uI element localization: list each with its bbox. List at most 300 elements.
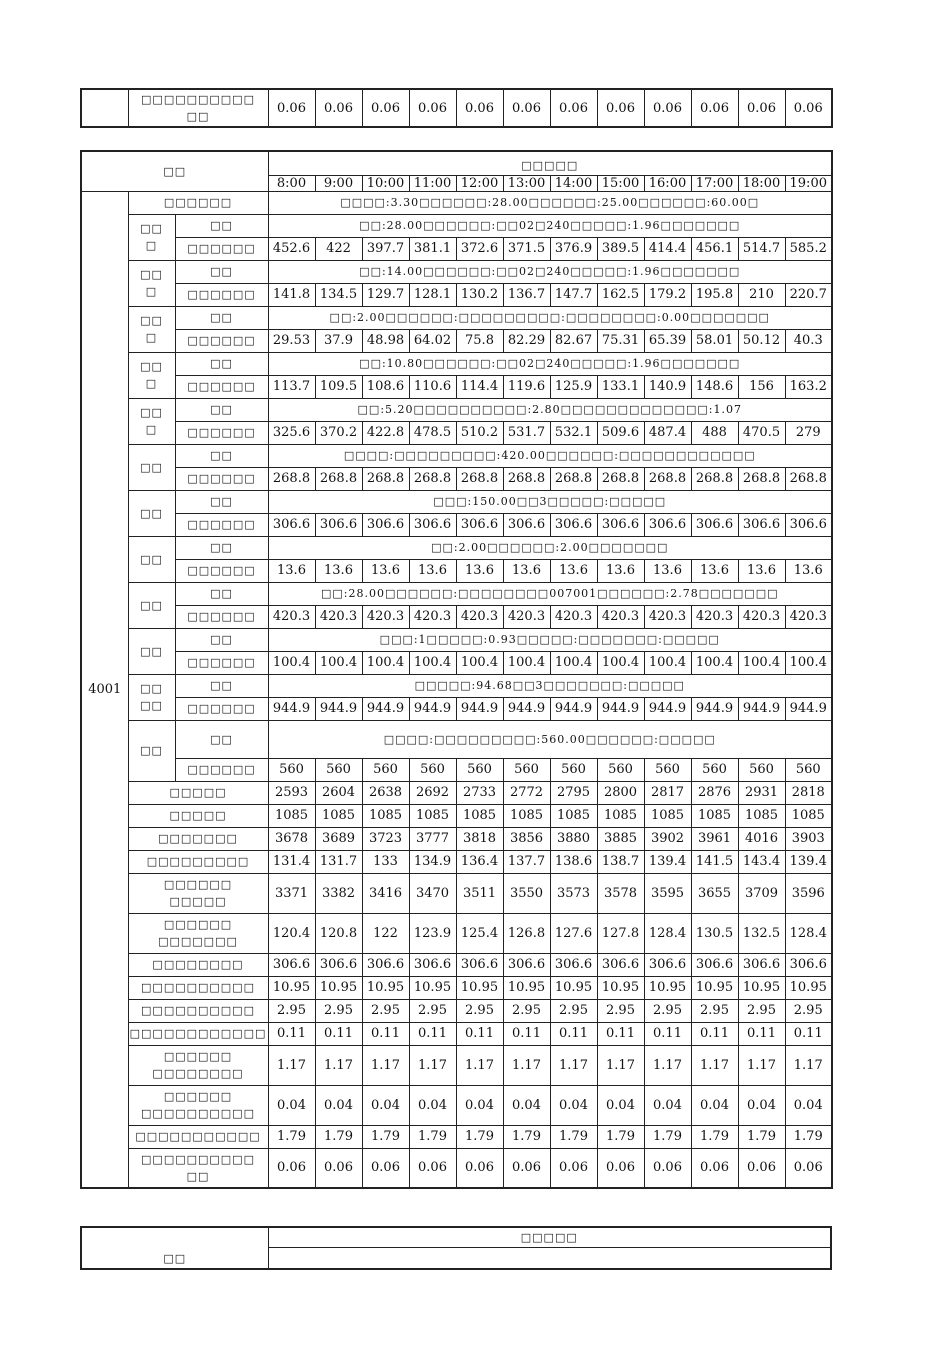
row-label: □□□□□□□□□□ □□ (128, 89, 268, 127)
load-label: □□□□□□ (175, 513, 268, 536)
table-row (81, 283, 832, 306)
value-cell: 487.4 (644, 421, 691, 444)
value-cell: 452.6 (268, 237, 315, 260)
group-name: □□ □ (128, 352, 175, 398)
param-label: □□ (175, 214, 268, 237)
value-cell: 1.17 (362, 1045, 409, 1085)
value-cell: 0.06 (691, 1148, 738, 1188)
value-cell: 0.06 (456, 89, 503, 127)
value-cell: 306.6 (409, 513, 456, 536)
value-cell: 420.3 (738, 605, 785, 628)
load-label: □□□□□□ (175, 651, 268, 674)
time-group-label: □□□□□ (268, 1227, 831, 1247)
value-cell: 1.79 (738, 1125, 785, 1148)
value-cell: 1.17 (503, 1045, 550, 1085)
value-cell: 13.6 (268, 559, 315, 582)
param-label: □□ (175, 628, 268, 651)
hour-header: 8:00 (268, 175, 315, 191)
value-cell: 1.17 (456, 1045, 503, 1085)
group-name: □□ □ (128, 398, 175, 444)
value-cell: 129.7 (362, 283, 409, 306)
value-cell: 133.1 (597, 375, 644, 398)
value-cell: 119.6 (503, 375, 550, 398)
value-cell: 123.9 (409, 913, 456, 953)
value-cell: 3903 (785, 827, 832, 850)
value-cell: 1.79 (362, 1125, 409, 1148)
value-cell: 0.04 (785, 1085, 832, 1125)
param-description: □□□:1□□□□□:0.93□□□□□:□□□□□□□:□□□□□ (268, 628, 832, 651)
value-cell: 0.04 (362, 1085, 409, 1125)
table-row (81, 913, 832, 953)
value-cell: 137.7 (503, 850, 550, 873)
value-cell: 325.6 (268, 421, 315, 444)
value-cell: 130.5 (691, 913, 738, 953)
value-cell: 0.11 (315, 1022, 362, 1045)
value-cell: 944.9 (691, 697, 738, 720)
value-cell: 1.79 (691, 1125, 738, 1148)
value-cell: 0.06 (362, 1148, 409, 1188)
value-cell: 1.17 (691, 1045, 738, 1085)
value-cell: 40.3 (785, 329, 832, 352)
value-cell: 414.4 (644, 237, 691, 260)
value-cell: 48.98 (362, 329, 409, 352)
value-cell: 0.06 (738, 89, 785, 127)
table-row (81, 398, 832, 421)
value-cell: 944.9 (785, 697, 832, 720)
value-cell: 3382 (315, 873, 362, 913)
value-cell: 268.8 (644, 467, 691, 490)
load-label: □□□□□□ (175, 421, 268, 444)
value-cell: 210 (738, 283, 785, 306)
value-cell: 100.4 (644, 651, 691, 674)
summary-label: □□□□□□□□□□ □□ (128, 1148, 268, 1188)
value-cell: 478.5 (409, 421, 456, 444)
value-cell: 10.95 (268, 976, 315, 999)
table-row (81, 329, 832, 352)
value-cell: 0.04 (738, 1085, 785, 1125)
value-cell: 113.7 (268, 375, 315, 398)
value-cell: 2931 (738, 781, 785, 804)
value-cell: 0.06 (550, 89, 597, 127)
table-row (81, 306, 832, 329)
table-row (81, 421, 832, 444)
value-cell: 108.6 (362, 375, 409, 398)
value-cell: 456.1 (691, 237, 738, 260)
value-cell: 0.06 (362, 89, 409, 127)
group-name: □□ □□ (128, 674, 175, 720)
table-row (81, 1227, 831, 1247)
value-cell: 0.06 (268, 89, 315, 127)
hour-header: 19:00 (785, 175, 832, 191)
value-cell: 306.6 (597, 513, 644, 536)
value-cell: 122 (362, 913, 409, 953)
value-cell: 0.04 (597, 1085, 644, 1125)
value-cell: 944.9 (597, 697, 644, 720)
value-cell: 381.1 (409, 237, 456, 260)
value-cell: 10.95 (503, 976, 550, 999)
group-name: □□ (128, 720, 175, 781)
value-cell: 133 (362, 850, 409, 873)
value-cell: 120.8 (315, 913, 362, 953)
value-cell: 148.6 (691, 375, 738, 398)
value-cell: 0.06 (738, 1148, 785, 1188)
value-cell: 110.6 (409, 375, 456, 398)
table-row (81, 999, 832, 1022)
table-row (81, 513, 832, 536)
value-cell: 560 (691, 758, 738, 781)
value-cell: 306.6 (315, 513, 362, 536)
value-cell: 128.1 (409, 283, 456, 306)
value-cell: 128.4 (644, 913, 691, 953)
group-name: □□ (128, 628, 175, 674)
top-fragment-table (80, 88, 833, 128)
value-cell: 268.8 (503, 467, 550, 490)
value-cell: 268.8 (409, 467, 456, 490)
value-cell: 3777 (409, 827, 456, 850)
value-cell: 100.4 (456, 651, 503, 674)
value-cell: 13.6 (691, 559, 738, 582)
value-cell: 306.6 (597, 953, 644, 976)
value-cell: 3723 (362, 827, 409, 850)
value-cell: 130.2 (456, 283, 503, 306)
value-cell: 0.06 (644, 1148, 691, 1188)
value-cell: 3709 (738, 873, 785, 913)
value-cell: 141.5 (691, 850, 738, 873)
value-cell: 0.06 (315, 89, 362, 127)
value-cell: 306.6 (550, 513, 597, 536)
value-cell: 2.95 (503, 999, 550, 1022)
param-label: □□ (175, 260, 268, 283)
value-cell: 306.6 (268, 513, 315, 536)
value-cell: 470.5 (738, 421, 785, 444)
corner-label: □□ (81, 151, 268, 191)
load-label: □□□□□□ (175, 375, 268, 398)
param-label: □□ (175, 674, 268, 697)
value-cell: 2.95 (456, 999, 503, 1022)
value-cell: 306.6 (738, 513, 785, 536)
corner-label: □□ (81, 1227, 268, 1269)
value-cell: 306.6 (550, 953, 597, 976)
value-cell: 306.6 (362, 953, 409, 976)
value-cell: 306.6 (738, 953, 785, 976)
value-cell: 13.6 (785, 559, 832, 582)
value-cell: 2800 (597, 781, 644, 804)
value-cell: 1085 (268, 804, 315, 827)
value-cell: 2638 (362, 781, 409, 804)
value-cell: 139.4 (644, 850, 691, 873)
value-cell: 132.5 (738, 913, 785, 953)
value-cell: 0.11 (409, 1022, 456, 1045)
value-cell: 0.06 (644, 89, 691, 127)
table-row (81, 674, 832, 697)
value-cell: 100.4 (691, 651, 738, 674)
value-cell: 2.95 (738, 999, 785, 1022)
value-cell: 3856 (503, 827, 550, 850)
value-cell: 143.4 (738, 850, 785, 873)
value-cell: 422.8 (362, 421, 409, 444)
table-row (81, 536, 832, 559)
value-cell: 100.4 (503, 651, 550, 674)
summary-label: □□□□□□□□□□ (128, 999, 268, 1022)
value-cell: 13.6 (503, 559, 550, 582)
hour-header: 9:00 (315, 175, 362, 191)
value-cell: 134.9 (409, 850, 456, 873)
table-row (81, 490, 832, 513)
table-row (81, 1148, 832, 1188)
value-cell: 13.6 (738, 559, 785, 582)
value-cell: 2.95 (597, 999, 644, 1022)
value-cell: 268.8 (362, 467, 409, 490)
table-row (81, 953, 832, 976)
value-cell: 1.79 (315, 1125, 362, 1148)
value-cell: 125.4 (456, 913, 503, 953)
value-cell: 128.4 (785, 913, 832, 953)
value-cell: 944.9 (268, 697, 315, 720)
value-cell: 131.4 (268, 850, 315, 873)
value-cell: 100.4 (409, 651, 456, 674)
value-cell: 1.79 (268, 1125, 315, 1148)
hour-header: 13:00 (503, 175, 550, 191)
value-cell: 2.95 (644, 999, 691, 1022)
value-cell: 2795 (550, 781, 597, 804)
value-cell: 560 (785, 758, 832, 781)
value-cell: 370.2 (315, 421, 362, 444)
hour-header: 11:00 (409, 175, 456, 191)
table-row (81, 850, 832, 873)
value-cell: 100.4 (738, 651, 785, 674)
value-cell: 100.4 (315, 651, 362, 674)
hour-header: 14:00 (550, 175, 597, 191)
value-cell: 100.4 (268, 651, 315, 674)
value-cell: 0.04 (268, 1085, 315, 1125)
table-row (81, 605, 832, 628)
hour-header: 18:00 (738, 175, 785, 191)
value-cell: 2818 (785, 781, 832, 804)
value-cell: 3689 (315, 827, 362, 850)
value-cell: 1.17 (409, 1045, 456, 1085)
table-row (81, 1125, 832, 1148)
param-description: □□□□□:94.68□□3□□□□□□□:□□□□□ (268, 674, 832, 697)
value-cell: 10.95 (691, 976, 738, 999)
value-cell: 10.95 (644, 976, 691, 999)
value-cell: 306.6 (268, 953, 315, 976)
value-cell: 10.95 (362, 976, 409, 999)
value-cell: 1085 (738, 804, 785, 827)
value-cell: 0.06 (597, 1148, 644, 1188)
value-cell: 509.6 (597, 421, 644, 444)
load-label: □□□□□□ (175, 467, 268, 490)
row-description: □□□□:3.30□□□□□□:28.00□□□□□□:25.00□□□□□□:60.00□ (268, 191, 832, 214)
value-cell: 306.6 (456, 513, 503, 536)
value-cell: 0.06 (503, 89, 550, 127)
value-cell: 75.8 (456, 329, 503, 352)
value-cell: 0.11 (268, 1022, 315, 1045)
value-cell: 422 (315, 237, 362, 260)
value-cell: 372.6 (456, 237, 503, 260)
summary-label: □□□□□□□□ (128, 953, 268, 976)
table-row (81, 260, 832, 283)
value-cell: 125.9 (550, 375, 597, 398)
group-name: □□ □ (128, 306, 175, 352)
value-cell: 0.04 (456, 1085, 503, 1125)
value-cell: 0.04 (691, 1085, 738, 1125)
value-cell: 420.3 (315, 605, 362, 628)
load-label: □□□□□□ (175, 329, 268, 352)
value-cell: 1.17 (785, 1045, 832, 1085)
table-row (81, 697, 832, 720)
value-cell: 13.6 (315, 559, 362, 582)
value-cell: 420.3 (691, 605, 738, 628)
value-cell: 560 (738, 758, 785, 781)
value-cell: 3678 (268, 827, 315, 850)
value-cell: 3573 (550, 873, 597, 913)
value-cell: 510.2 (456, 421, 503, 444)
table-row (81, 352, 832, 375)
value-cell: 268.8 (785, 467, 832, 490)
value-cell: 560 (456, 758, 503, 781)
value-cell: 3596 (785, 873, 832, 913)
room-id: 4001 (81, 191, 128, 1188)
table-row (81, 651, 832, 674)
value-cell: 109.5 (315, 375, 362, 398)
value-cell: 163.2 (785, 375, 832, 398)
value-cell: 10.95 (785, 976, 832, 999)
table-row (81, 237, 832, 260)
value-cell: 2.95 (268, 999, 315, 1022)
table-row (81, 873, 832, 913)
value-cell: 0.11 (503, 1022, 550, 1045)
value-cell: 0.11 (691, 1022, 738, 1045)
value-cell: 65.39 (644, 329, 691, 352)
value-cell: 944.9 (550, 697, 597, 720)
value-cell: 944.9 (503, 697, 550, 720)
table-row (81, 151, 832, 175)
hour-header: 16:00 (644, 175, 691, 191)
value-cell: 420.3 (785, 605, 832, 628)
value-cell: 306.6 (691, 953, 738, 976)
value-cell: 560 (597, 758, 644, 781)
value-cell: 127.8 (597, 913, 644, 953)
value-cell: 0.11 (785, 1022, 832, 1045)
value-cell: 306.6 (456, 953, 503, 976)
value-cell: 560 (362, 758, 409, 781)
value-cell: 0.11 (362, 1022, 409, 1045)
value-cell: 2.95 (409, 999, 456, 1022)
value-cell: 306.6 (785, 513, 832, 536)
value-cell: 138.7 (597, 850, 644, 873)
value-cell: 179.2 (644, 283, 691, 306)
value-cell: 1085 (691, 804, 738, 827)
value-cell: 3550 (503, 873, 550, 913)
empty-cell (268, 1247, 831, 1269)
value-cell: 3371 (268, 873, 315, 913)
param-label: □□ (175, 444, 268, 467)
value-cell: 1.17 (738, 1045, 785, 1085)
group-name: □□ (128, 536, 175, 582)
value-cell: 100.4 (550, 651, 597, 674)
value-cell: 944.9 (362, 697, 409, 720)
value-cell: 268.8 (268, 467, 315, 490)
value-cell: 2772 (503, 781, 550, 804)
summary-label: □□□□□ (128, 781, 268, 804)
load-label: □□□□□□ (175, 605, 268, 628)
value-cell: 134.5 (315, 283, 362, 306)
value-cell: 0.04 (550, 1085, 597, 1125)
value-cell: 114.4 (456, 375, 503, 398)
load-label: □□□□□□ (175, 697, 268, 720)
value-cell: 156 (738, 375, 785, 398)
empty-cell (81, 89, 128, 127)
value-cell: 560 (503, 758, 550, 781)
value-cell: 0.11 (456, 1022, 503, 1045)
value-cell: 1.17 (315, 1045, 362, 1085)
param-label: □□ (175, 352, 268, 375)
value-cell: 1085 (315, 804, 362, 827)
value-cell: 100.4 (362, 651, 409, 674)
value-cell: 560 (409, 758, 456, 781)
param-label: □□ (175, 306, 268, 329)
value-cell: 0.04 (503, 1085, 550, 1125)
summary-label: □□□□□□ □□□□□□□□ (128, 1045, 268, 1085)
summary-label: □□□□□□□□□□ (128, 976, 268, 999)
value-cell: 13.6 (362, 559, 409, 582)
summary-label: □□□□□□□ (128, 827, 268, 850)
summary-label: □□□□□□ □□□□□□□□□□ (128, 1085, 268, 1125)
value-cell: 1.79 (456, 1125, 503, 1148)
value-cell: 100.4 (597, 651, 644, 674)
value-cell: 532.1 (550, 421, 597, 444)
value-cell: 1.17 (550, 1045, 597, 1085)
value-cell: 1085 (409, 804, 456, 827)
param-label: □□ (175, 398, 268, 421)
value-cell: 371.5 (503, 237, 550, 260)
value-cell: 4016 (738, 827, 785, 850)
value-cell: 1085 (503, 804, 550, 827)
value-cell: 0.11 (550, 1022, 597, 1045)
value-cell: 0.06 (691, 89, 738, 127)
load-label: □□□□□□ (175, 237, 268, 260)
param-description: □□:10.80□□□□□□:□□02□240□□□□□:1.96□□□□□□□ (268, 352, 832, 375)
value-cell: 140.9 (644, 375, 691, 398)
summary-label: □□□□□□□□□□□ (128, 1125, 268, 1148)
value-cell: 127.6 (550, 913, 597, 953)
value-cell: 10.95 (315, 976, 362, 999)
table-row (81, 444, 832, 467)
value-cell: 82.29 (503, 329, 550, 352)
value-cell: 0.06 (550, 1148, 597, 1188)
value-cell: 279 (785, 421, 832, 444)
value-cell: 420.3 (644, 605, 691, 628)
table-row (81, 375, 832, 398)
value-cell: 268.8 (597, 467, 644, 490)
value-cell: 1085 (550, 804, 597, 827)
value-cell: 3818 (456, 827, 503, 850)
value-cell: 10.95 (456, 976, 503, 999)
value-cell: 10.95 (738, 976, 785, 999)
value-cell: 2692 (409, 781, 456, 804)
hour-header: 12:00 (456, 175, 503, 191)
value-cell: 0.06 (315, 1148, 362, 1188)
summary-label: □□□□□□□□□ (128, 850, 268, 873)
table-row (81, 1022, 832, 1045)
value-cell: 0.06 (409, 89, 456, 127)
value-cell: 420.3 (268, 605, 315, 628)
summary-label: □□□□□ (128, 804, 268, 827)
value-cell: 2817 (644, 781, 691, 804)
value-cell: 1.79 (644, 1125, 691, 1148)
table-row (81, 191, 832, 214)
value-cell: 136.7 (503, 283, 550, 306)
